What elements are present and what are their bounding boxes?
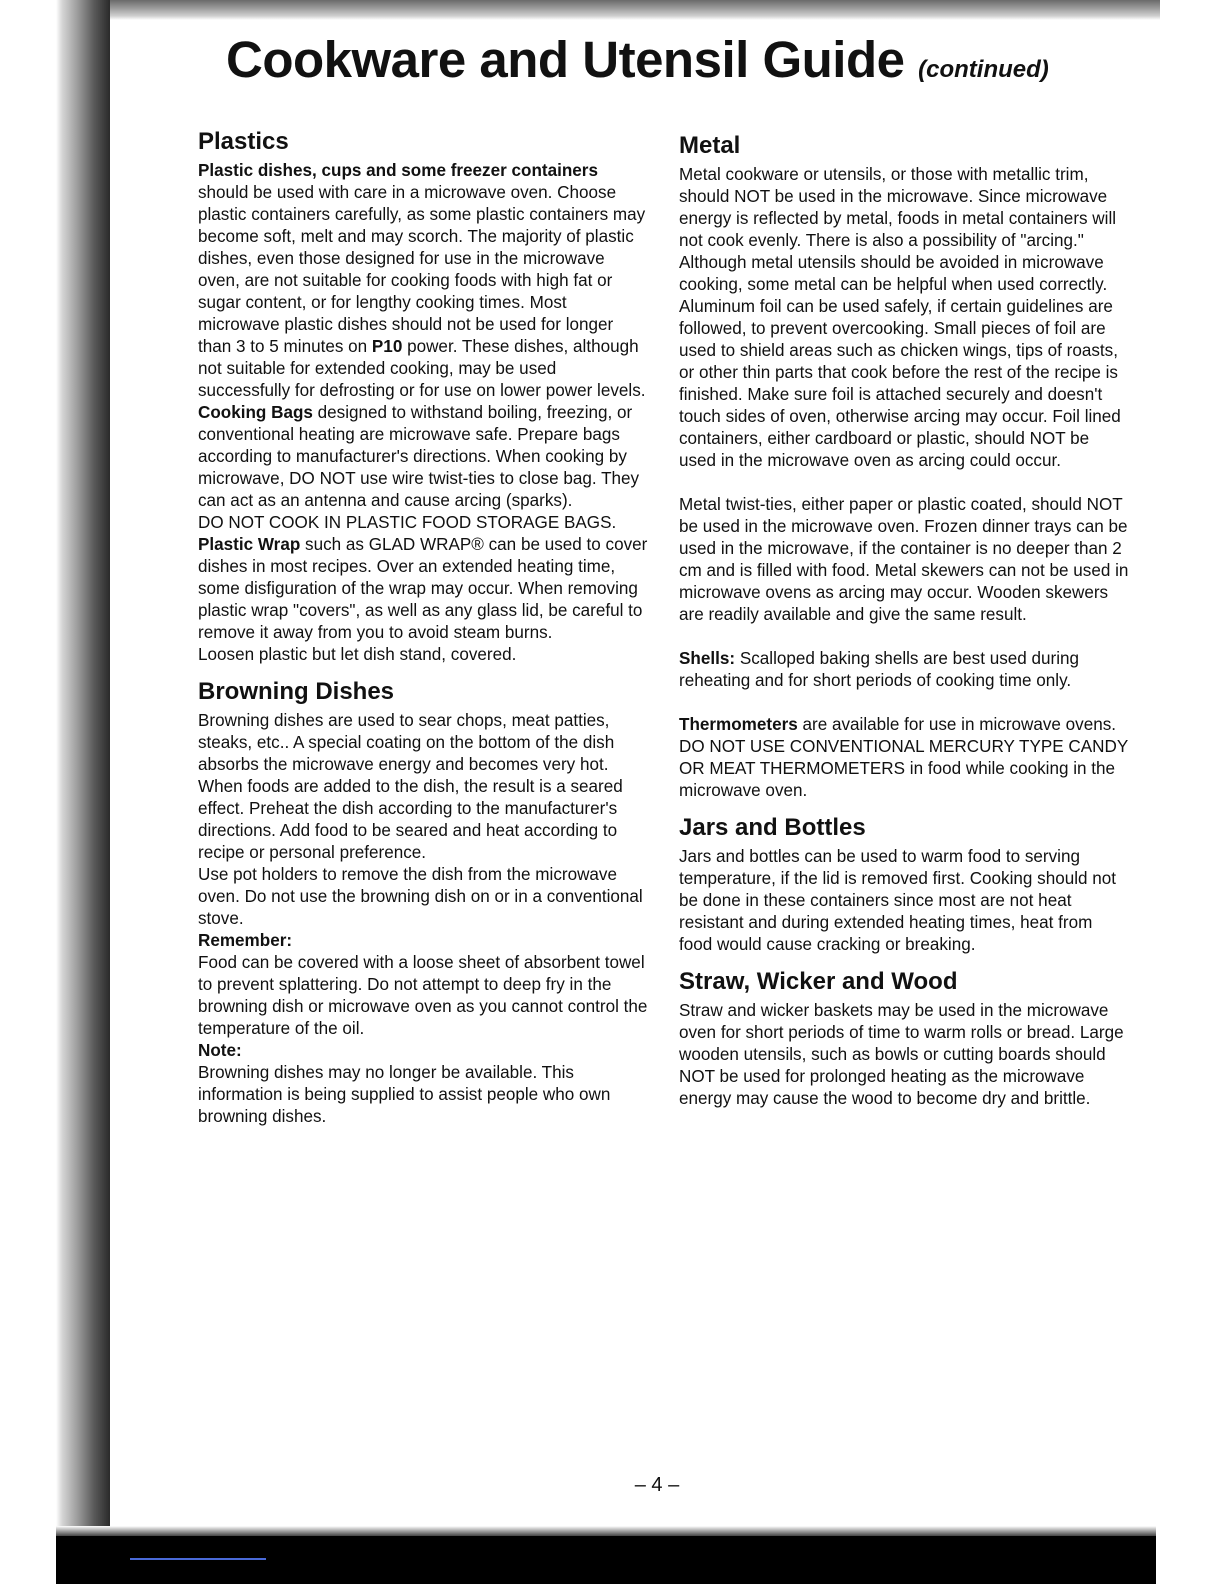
browning-paragraph-1: Browning dishes are used to sear chops, meat patties, steaks, etc.. A special coating on the bottom of the dish absorbs the microwave energy and becomes very hot. When foods are added to the dish, the result is a seared effect. Preheat the dish according to the manufacturer's directions. Add food to be seared and heat according to recipe or personal preference.	[198, 711, 623, 862]
thermometers-paragraph	[679, 714, 1129, 802]
plastic-wrap-text: such as GLAD WRAP® can be used to cover dishes in most recipes. Over an extended heating time, some disfiguration of the wrap may occur. When removing plastic wrap "covers", as well as any glass lid, be careful to remove it away from you to avoid steam burns.	[198, 535, 648, 642]
metal-paragraph-3: Aluminum foil can be used safely, if certain guidelines are followed, to prevent overcooking. Small pieces of foil are used to shield areas such as chicken wings, tips of roasts, or other thin parts that cook before the rest of the recipe is finished. Make sure foil is attached securely and doesn't touch sides of oven, otherwise arcing may occur. Foil lined containers, either cardboard or plastic, should NOT be used in the microwave oven as arcing could occur.	[679, 297, 1121, 470]
plastics-heading: Plastics	[198, 128, 289, 155]
shells-paragraph	[679, 648, 1129, 692]
title-continued: (continued)	[918, 56, 1049, 83]
metal-paragraph-2: Although metal utensils should be avoided in microwave cooking, some metal can be helpful when used correctly.	[679, 253, 1108, 294]
metal-paragraph-4: Metal twist-ties, either paper or plastic coated, should NOT be used in the microwave oven. Frozen dinner trays can be used in the microwave, if the container is no deeper than 2 cm and is filled with food. Metal skewers can not be used in microwave ovens as arcing may occur. Wooden skewers are readily available and give the same result.	[679, 495, 1129, 624]
right-column	[679, 132, 1129, 1110]
thermometers-text: are available for use in microwave ovens. DO NOT USE CONVENTIONAL MERCURY TYPE CANDY OR MEAT THERMOMETERS in food while cooking in the microwave oven.	[679, 715, 1128, 800]
metal-heading: Metal	[679, 132, 741, 159]
scan-edge-bottom-fade	[56, 1526, 1156, 1536]
straw-wicker-wood-heading: Straw, Wicker and Wood	[679, 968, 958, 995]
plastics-text-end: power. These dishes, although not suitable for extended cooking, may be used successfully for defrosting or for use on lower power levels.	[198, 337, 646, 400]
loosen-plastic-text: Loosen plastic but let dish stand, covered.	[198, 645, 517, 664]
browning-paragraph-2: Use pot holders to remove the dish from the microwave oven. Do not use the browning dish on or in a conventional stove.	[198, 865, 643, 928]
jars-bottles-heading: Jars and Bottles	[679, 814, 866, 841]
plastic-wrap-paragraph	[198, 534, 648, 644]
left-column	[198, 128, 648, 1128]
thermometers-lead: Thermometers	[679, 715, 798, 734]
scan-edge-top	[60, 0, 1160, 20]
straw-wicker-wood-text: Straw and wicker baskets may be used in the microwave oven for short periods of time to warm rolls or bread. Large wooden utensils, such as bowls or cutting boards should NOT be used for prolonged heating as the microwave energy may cause the wood to become dry and brittle.	[679, 1001, 1124, 1108]
plastics-lead: Plastic dishes, cups and some freezer containers	[198, 161, 598, 180]
plastic-wrap-lead: Plastic Wrap	[198, 535, 301, 554]
note-label	[198, 1040, 648, 1062]
shells-lead: Shells:	[679, 649, 736, 668]
note-text: Browning dishes may no longer be available. This information is being supplied to assist people who own browning dishes.	[198, 1063, 611, 1126]
browning-dishes-heading: Browning Dishes	[198, 678, 395, 705]
cooking-bags-text: designed to withstand boiling, freezing, or conventional heating are microwave safe. Prepare bags according to manufacturer's directions. When cooking by microwave, DO NOT use wire twist-ties to close bag. They can act as an antenna and cause arcing (sparks).	[198, 403, 640, 510]
power-level-p10: P10	[371, 337, 403, 356]
scan-edge-left	[56, 0, 110, 1584]
remember-label-text: Remember:	[198, 931, 293, 950]
title-text: Cookware and Utensil Guide	[226, 31, 905, 88]
page-title	[226, 30, 1049, 89]
page-number: – 4 –	[634, 1474, 680, 1496]
plastics-text: should be used with care in a microwave oven. Choose plastic containers carefully, as some plastic containers may become soft, melt and may scorch. The majority of plastic dishes, even those designed for use in the microwave oven, are not suitable for cooking foods with high fat or sugar content, or for lengthy cooking times. Most microwave plastic dishes should not be used for longer than 3 to 5 minutes on	[198, 183, 646, 356]
scan-edge-bottom	[56, 1536, 1156, 1584]
scan-artifact-line	[130, 1558, 266, 1560]
remember-label	[198, 930, 648, 952]
note-label-text: Note:	[198, 1041, 242, 1060]
remember-text: Food can be covered with a loose sheet of absorbent towel to prevent splattering. Do not attempt to deep fry in the browning dish or microwave oven as you cannot control the temperature of the oil.	[198, 953, 648, 1038]
cooking-bags-lead: Cooking Bags	[198, 403, 313, 422]
metal-paragraph-1: Metal cookware or utensils, or those with metallic trim, should NOT be used in the microwave. Since microwave energy is reflected by metal, foods in metal containers will not cook evenly. There is also a possibility of "arcing."	[679, 165, 1117, 250]
plastics-paragraph	[198, 160, 648, 402]
jars-bottles-text: Jars and bottles can be used to warm food to serving temperature, if the lid is removed first. Cooking should not be done in these containers since most are not heat resistant and during extended heating times, heat from food would cause cracking or breaking.	[679, 847, 1117, 954]
cooking-bags-paragraph	[198, 402, 648, 512]
shells-text: Scalloped baking shells are best used during reheating and for short periods of cooking time only.	[679, 649, 1080, 690]
storage-bags-warning: DO NOT COOK IN PLASTIC FOOD STORAGE BAGS.	[198, 513, 617, 532]
